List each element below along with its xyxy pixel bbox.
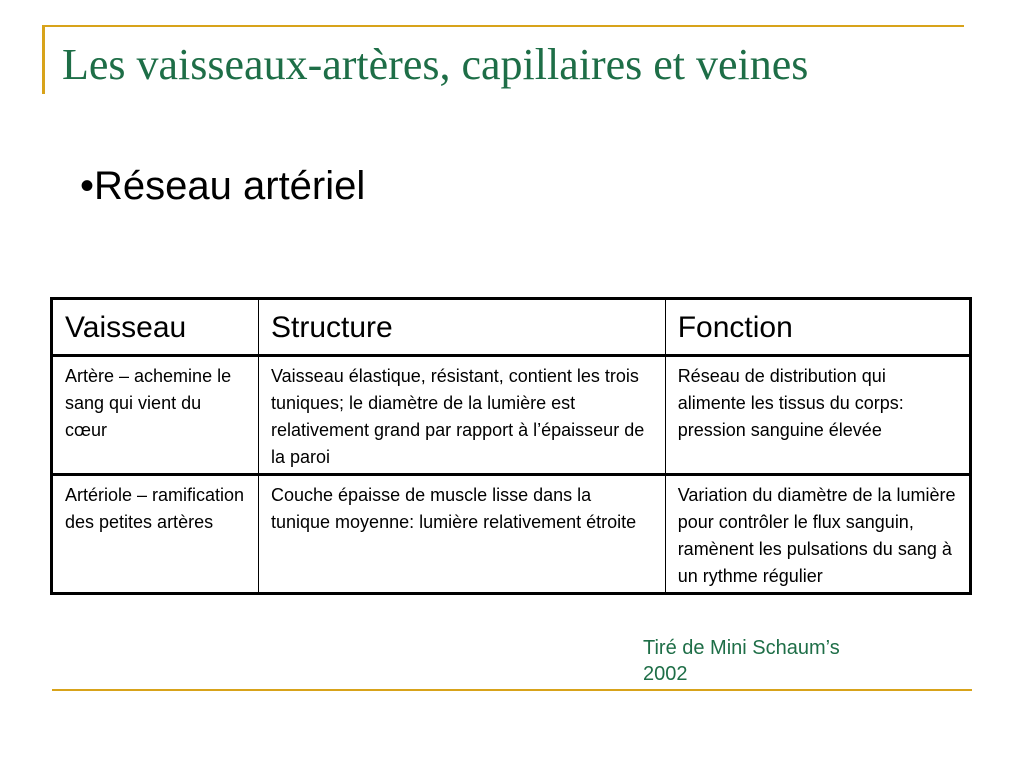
cell-vaisseau: Artériole – ramification des petites artères xyxy=(52,475,259,594)
table-row xyxy=(52,475,971,594)
bullet-marker: • xyxy=(80,164,95,208)
header-vaisseau: Vaisseau xyxy=(52,299,259,356)
vessel-table xyxy=(50,297,972,595)
header-fonction: Fonction xyxy=(665,299,970,356)
top-accent-line xyxy=(42,25,964,27)
cell-structure: Vaisseau élastique, résistant, contient les trois tuniques; le diamètre de la lumière est relativement grand par rapport à l’épaisseur de la paroi xyxy=(259,356,666,475)
cell-fonction: Réseau de distribution qui alimente les tissus du corps: pression sanguine élevée xyxy=(665,356,970,475)
table-header-row xyxy=(52,299,971,356)
slide-title: Les vaisseaux-artères, capillaires et veines xyxy=(62,40,809,89)
cell-fonction: Variation du diamètre de la lumière pour contrôler le flux sanguin, ramènent les pulsations du sang à un rythme régulier xyxy=(665,475,970,594)
bullet-item xyxy=(80,162,365,210)
source-line-2: 2002 xyxy=(643,663,688,685)
cell-structure: Couche épaisse de muscle lisse dans la tunique moyenne: lumière relativement étroite xyxy=(259,475,666,594)
cell-vaisseau: Artère – achemine le sang qui vient du cœur xyxy=(52,356,259,475)
header-structure: Structure xyxy=(259,299,666,356)
left-accent-line xyxy=(42,26,45,94)
bullet-text: Réseau artériel xyxy=(94,164,366,208)
source-citation xyxy=(643,635,923,687)
bottom-accent-line xyxy=(52,689,972,691)
table-row xyxy=(52,356,971,475)
source-line-1: Tiré de Mini Schaum’s xyxy=(643,637,840,659)
